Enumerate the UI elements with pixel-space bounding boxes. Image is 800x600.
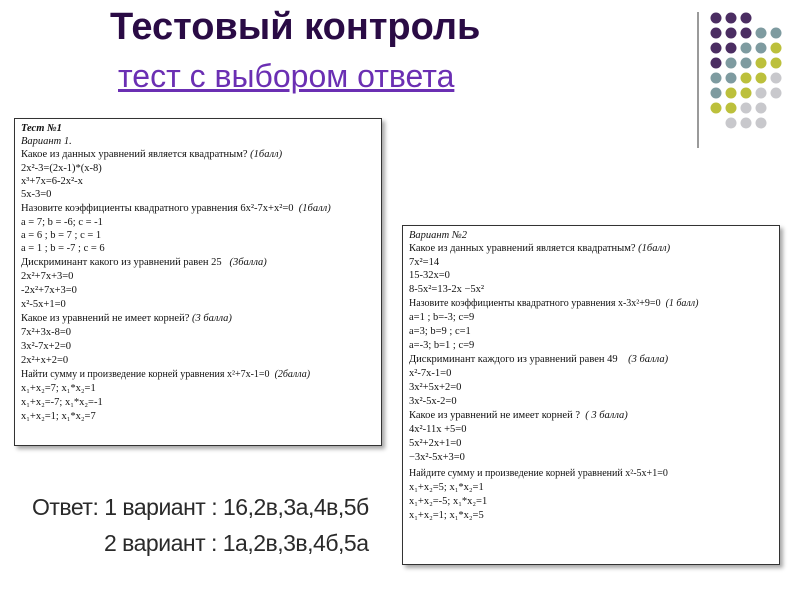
decorative-dot xyxy=(726,43,737,54)
decorative-dot xyxy=(771,73,782,84)
decorative-dot xyxy=(726,28,737,39)
answer-variant1: Ответ: 1 вариант : 16,2в,3а,4в,5б xyxy=(32,494,369,520)
test2-q4-opt3: −3x²-5x+3=0 xyxy=(409,452,465,463)
test1-q4-opt3: 2x²+x+2=0 xyxy=(21,355,69,366)
decorative-dot xyxy=(711,28,722,39)
test1-q3: Дискриминант какого из уравнений равен 25 (3балла) xyxy=(21,257,267,268)
test1-q1: Какое из данных уравнений является квадратным? (1балл) xyxy=(21,149,283,160)
decorative-dot xyxy=(711,73,722,84)
decorative-dot xyxy=(756,58,767,69)
decorative-dot xyxy=(741,103,752,114)
test2-q3-opt1: x²-7x-1=0 xyxy=(409,368,452,379)
decorative-dot xyxy=(741,28,752,39)
test1-variant: Вариант 1. xyxy=(21,136,72,147)
test2-q2-opt2: a=3; b=9 ; c=1 xyxy=(409,326,471,337)
decorative-dot xyxy=(741,73,752,84)
test2-q1-opt3: 8-5x²=13-2x −5x² xyxy=(409,284,485,295)
test2-variant: Вариант №2 xyxy=(409,230,467,241)
test1-q1-opt3: 5x-3=0 xyxy=(21,189,52,200)
test1-q1-opt1: 2x²-3=(2x-1)*(x-8) xyxy=(21,163,102,174)
test1-q2: Назовите коэффициенты квадратного уравнения 6x²-7x+x²=0 (1балл) xyxy=(21,203,331,214)
decorative-dot xyxy=(756,118,767,129)
test2-q4-opt1: 4x²-11x +5=0 xyxy=(409,424,467,435)
test1-q5-opt3: x₁+x₂=1; x₁*x₂=7 xyxy=(21,411,96,422)
decorative-dot xyxy=(711,58,722,69)
decorative-dot xyxy=(726,103,737,114)
test1-q5: Найти сумму и произведение корней уравнения x²+7x-1=0 (2балла) xyxy=(21,369,311,380)
test2-q5-opt1: x₁+x₂=5; x₁*x₂=1 xyxy=(409,482,484,493)
decorative-dot xyxy=(726,88,737,99)
decorative-dot xyxy=(756,103,767,114)
test1-q4-opt2: 3x²-7x+2=0 xyxy=(21,341,71,352)
answer-variant2: 2 вариант : 1а,2в,3в,4б,5а xyxy=(104,530,369,556)
test1-heading: Тест №1 xyxy=(21,123,62,134)
test1-q2-opt3: a = 1 ; b = -7 ; c = 6 xyxy=(21,243,105,254)
decorative-dot xyxy=(756,88,767,99)
test2-q1-opt2: 15-32x=0 xyxy=(409,270,450,281)
test1-q4-opt1: 7x²+3x-8=0 xyxy=(21,327,71,338)
test1-q3-opt1: 2x²+7x+3=0 xyxy=(21,271,74,282)
decorative-dot xyxy=(771,43,782,54)
test2-q3-opt2: 3x²+5x+2=0 xyxy=(409,382,462,393)
test1-q5-opt1: x₁+x₂=7; x₁*x₂=1 xyxy=(21,383,96,394)
decorative-dot xyxy=(756,28,767,39)
decorative-dot xyxy=(726,13,737,24)
decorative-dot xyxy=(771,58,782,69)
decorative-dot xyxy=(771,88,782,99)
test2-q2: Назовите коэффициенты квадратного уравнения x-3x²+9=0 (1 балл) xyxy=(409,298,699,309)
test2-q4: Какое из уравнений не имеет корней ? ( 3 балла) xyxy=(409,410,628,421)
test2-q3: Дискриминант каждого из уравнений равен 49 (3 балла) xyxy=(409,354,669,365)
test2-q5-opt2: x₁+x₂=-5; x₁*x₂=1 xyxy=(409,496,488,507)
test2-q2-opt3: a=-3; b=1 ; c=9 xyxy=(409,340,475,351)
test1-q3-opt3: x²-5x+1=0 xyxy=(21,299,66,310)
decorative-dot xyxy=(741,13,752,24)
test2-q1: Какое из данных уравнений является квадратным? (1балл) xyxy=(409,243,671,254)
test1-q4: Какое из уравнений не имеет корней? (3 балла) xyxy=(21,313,232,324)
decorative-dot xyxy=(711,88,722,99)
test2-q3-opt3: 3x²-5x-2=0 xyxy=(409,396,457,407)
test2-q5: Найдите сумму и произведение корней уравнений x²-5x+1=0 xyxy=(409,468,668,479)
decorative-dot xyxy=(726,73,737,84)
decorative-dot xyxy=(726,58,737,69)
decorative-dot xyxy=(741,58,752,69)
decorative-dot xyxy=(756,43,767,54)
test2-q4-opt2: 5x²+2x+1=0 xyxy=(409,438,462,449)
test1-card xyxy=(14,118,382,446)
test2-q1-opt1: 7x²=14 xyxy=(409,257,440,268)
decorative-dot xyxy=(741,43,752,54)
test1-q2-opt2: a = 6 ; b = 7 ; c = 1 xyxy=(21,230,102,241)
test2-card xyxy=(402,225,780,565)
decorative-dot xyxy=(741,118,752,129)
test1-q5-opt2: x₁+x₂=-7; x₁*x₂=-1 xyxy=(21,397,103,408)
decorative-dot xyxy=(756,73,767,84)
decorative-dot xyxy=(711,43,722,54)
slide-title: Тестовый контроль xyxy=(110,6,481,48)
test1-q2-opt1: a = 7; b = -6; c = -1 xyxy=(21,217,103,228)
decorative-dot xyxy=(726,118,737,129)
decorative-dot xyxy=(741,88,752,99)
decorative-dot xyxy=(771,28,782,39)
decorative-dot xyxy=(711,103,722,114)
slide-subtitle: тест с выбором ответа xyxy=(118,58,455,94)
test2-q2-opt1: a=1 ; b=-3; c=9 xyxy=(409,312,475,323)
decorative-dot xyxy=(711,13,722,24)
test2-q5-opt3: x₁+x₂=1; x₁*x₂=5 xyxy=(409,510,484,521)
test1-q3-opt2: -2x²+7x+3=0 xyxy=(21,285,77,296)
test1-q1-opt2: x³+7x=6-2x²-x xyxy=(21,176,83,187)
